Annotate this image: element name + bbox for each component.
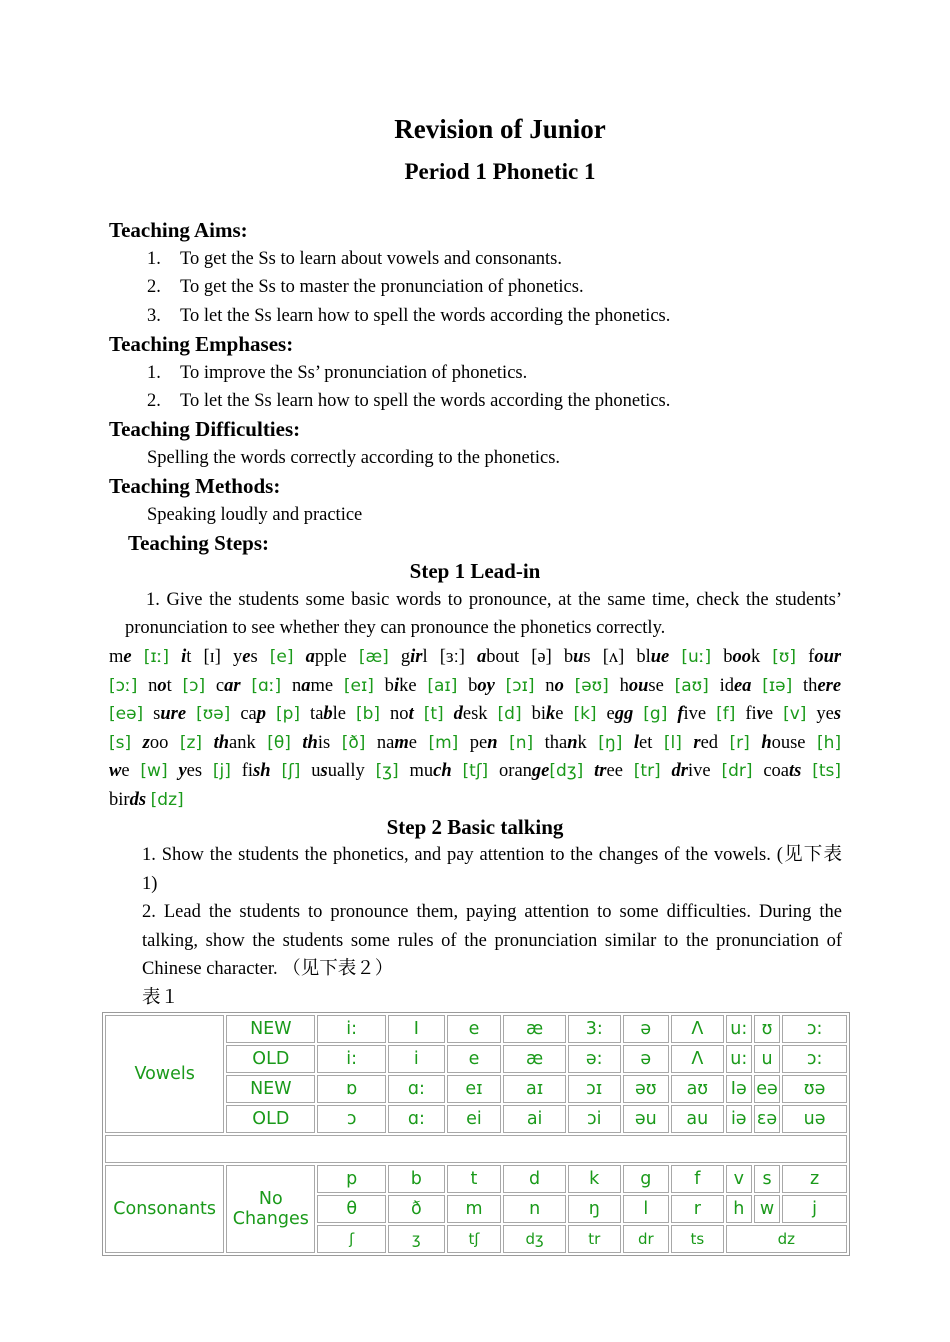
phonetic-cell: ɔ <box>317 1105 386 1133</box>
step1-para-line2: pronunciation to see whether they can pronounce the phonetics correctly. <box>125 618 666 638</box>
row-label: NEW <box>226 1075 315 1103</box>
phonetic-cell: eə <box>754 1075 780 1103</box>
phonetic-cell: j <box>782 1195 847 1223</box>
list-item: 2. To let the Ss learn how to spell the words according the phonetics. <box>147 391 671 411</box>
row-label: OLD <box>226 1045 315 1073</box>
phonetic-cell: b <box>388 1165 445 1193</box>
phonetic-cell: ʃ <box>317 1225 386 1253</box>
row-label: NEW <box>226 1015 315 1043</box>
teaching-emphases-section <box>109 330 849 416</box>
phonetic-cell: s <box>754 1165 780 1193</box>
step2-heading: Step 2 Basic talking <box>386 815 564 839</box>
step2-p2-line1: 2. Lead the students to pronounce them, paying attention to some difficulties. During the <box>142 902 842 922</box>
step1-heading: Step 1 Lead-in <box>409 559 541 583</box>
phonetic-cell: eɪ <box>447 1075 502 1103</box>
vowels-label: Vowels <box>105 1015 224 1133</box>
phonetic-cell: æ <box>503 1015 566 1043</box>
difficulties-text: Spelling the words correctly according to the phonetics. <box>147 447 561 468</box>
phonetic-cell: l <box>623 1195 670 1223</box>
phonetic-words-block <box>109 643 841 814</box>
step2-p1-line2: 1) <box>142 873 158 894</box>
phonetic-words-line: me [ɪː] it [ɪ] yes [e] apple [æ] girl [ɜː] about [ə] bus [ʌ] blue [uː] book [ʊ] four <box>109 647 842 667</box>
teaching-aims-section <box>109 216 849 330</box>
phonetic-words-line: [ɔː] not [ɔ] car [ɑː] name [eɪ] bike [aɪ] boy [ɔɪ] no [əʊ] house [aʊ] idea [ɪə] there <box>109 675 842 696</box>
phonetic-cell: ai <box>503 1105 566 1133</box>
aims-heading: Teaching Aims: <box>109 218 248 242</box>
phonetic-cell: ɔi <box>568 1105 621 1133</box>
phonetic-cell: z <box>782 1165 847 1193</box>
phonetic-cell: g <box>623 1165 670 1193</box>
phonetic-cell: æ <box>503 1045 566 1073</box>
difficulties-heading: Teaching Difficulties: <box>109 417 301 441</box>
phonetic-cell: ɔ: <box>782 1015 847 1043</box>
phonetic-cell: v <box>726 1165 752 1193</box>
phonetic-cell: ɑ: <box>388 1105 445 1133</box>
phonetic-words-line: birds [dz] <box>109 789 184 810</box>
phonetic-cell: r <box>671 1195 724 1223</box>
phonetic-cell: ɔ: <box>782 1045 847 1073</box>
step2-paragraphs <box>142 841 842 1012</box>
empty-cell <box>105 1135 847 1163</box>
phonetic-cell: iə <box>726 1105 752 1133</box>
no-changes-label: No Changes <box>226 1165 315 1253</box>
phonetic-cell: θ <box>317 1195 386 1223</box>
phonetic-cell: aʊ <box>671 1075 724 1103</box>
phonetic-cell: dʒ <box>503 1225 566 1253</box>
page-title: Revision of Junior <box>394 114 606 144</box>
phonetic-cell: εə <box>754 1105 780 1133</box>
phonetic-words-line: we [w] yes [j] fish [ʃ] usually [ʒ] much [tʃ] orange[dʒ] tree [tr] drive [dr] coats [ts] <box>109 761 842 781</box>
phonetic-cell: Iə <box>726 1075 752 1103</box>
phonetic-cell: ʊə <box>782 1075 847 1103</box>
phonetic-cell: i: <box>317 1015 386 1043</box>
phonetic-cell: ei <box>447 1105 502 1133</box>
page-subtitle: Period 1 Phonetic 1 <box>404 159 596 184</box>
phonetic-cell: uə <box>782 1105 847 1133</box>
emphases-list <box>147 359 849 416</box>
methods-text: Speaking loudly and practice <box>147 504 363 525</box>
steps-heading: Teaching Steps: <box>128 531 270 555</box>
phonetic-cell: u: <box>726 1015 752 1043</box>
methods-heading: Teaching Methods: <box>109 474 281 498</box>
phonetic-cell: ts <box>671 1225 724 1253</box>
phonetic-cell: p <box>317 1165 386 1193</box>
phonetic-cell: m <box>447 1195 502 1223</box>
phonetic-cell: ʊ <box>754 1015 780 1043</box>
teaching-difficulties-section <box>109 415 849 472</box>
phonetic-cell: ʒ <box>388 1225 445 1253</box>
table-row <box>105 1015 847 1043</box>
phonetic-cell: tr <box>568 1225 621 1253</box>
phonetic-cell: ɔɪ <box>568 1075 621 1103</box>
phonetic-cell: f <box>671 1165 724 1193</box>
phonetic-cell: əʊ <box>623 1075 670 1103</box>
phonetic-cell: Λ <box>671 1045 724 1073</box>
phonetic-cell: aɪ <box>503 1075 566 1103</box>
list-item: 1. To get the Ss to learn about vowels and consonants. <box>147 248 562 269</box>
phonetic-cell: u <box>754 1045 780 1073</box>
phonetic-cell: ð <box>388 1195 445 1223</box>
phonetic-cell: dz <box>726 1225 847 1253</box>
phonetic-cell: 3: <box>568 1015 621 1043</box>
phonetic-cell: i: <box>317 1045 386 1073</box>
phonetic-cell: ɒ <box>317 1075 386 1103</box>
phonetic-cell: ŋ <box>568 1195 621 1223</box>
step1-para-line1: 1. Give the students some basic words to pronounce, at the same time, check the students’ <box>146 590 842 610</box>
emphases-heading: Teaching Emphases: <box>109 332 294 356</box>
table-row <box>105 1165 847 1193</box>
phonetic-cell: tʃ <box>447 1225 502 1253</box>
row-label: OLD <box>226 1105 315 1133</box>
list-item: 1. To improve the Ss’ pronunciation of phonetics. <box>147 362 528 383</box>
phonetic-cell: au <box>671 1105 724 1133</box>
phonetic-cell: h <box>726 1195 752 1223</box>
table-label: 表１ <box>142 987 180 1008</box>
phonetic-cell: t <box>447 1165 502 1193</box>
consonants-label: Consonants <box>105 1165 224 1253</box>
step2-p1-line1: 1. Show the students the phonetics, and pay attention to the changes of the vowels. (见下表 <box>142 845 842 865</box>
list-item: 2. To get the Ss to master the pronunciation of phonetics. <box>147 277 584 297</box>
phonetic-cell: e <box>447 1015 502 1043</box>
phonetic-words-line: [s] zoo [z] thank [θ] this [ð] name [m] pen [n] thank [ŋ] let [l] red [r] house [h] <box>109 732 842 753</box>
phonetic-cell: ə: <box>568 1045 621 1073</box>
phonetic-cell: e <box>447 1045 502 1073</box>
phonetic-cell: w <box>754 1195 780 1223</box>
step2-p2-line3: Chinese character. （见下表２） <box>142 959 394 979</box>
phonetic-cell: i <box>388 1045 445 1073</box>
phonetic-cell: u: <box>726 1045 752 1073</box>
phonetic-cell: k <box>568 1165 621 1193</box>
phonetic-cell: ə <box>623 1015 670 1043</box>
phonetic-cell: ə <box>623 1045 670 1073</box>
step2-p2-line2: talking, show the students some rules of the pronunciation similar to the pronunciation of <box>142 930 842 951</box>
phonetic-cell: n <box>503 1195 566 1223</box>
teaching-methods-section <box>109 472 849 529</box>
phonetic-cell: ɑ: <box>388 1075 445 1103</box>
phonetic-cell: Λ <box>671 1015 724 1043</box>
aims-list <box>147 245 849 331</box>
phonetic-cell: d <box>503 1165 566 1193</box>
phonetic-words-line: [eə] sure [ʊə] cap [p] table [b] not [t] desk [d] bike [k] egg [g] five [f] five [v] yes <box>109 704 842 724</box>
phonetic-cell: əu <box>623 1105 670 1133</box>
phonetic-cell: dr <box>623 1225 670 1253</box>
list-item: 3. To let the Ss learn how to spell the words according the phonetics. <box>147 305 671 326</box>
phonetics-table <box>102 1012 850 1256</box>
phonetic-cell: I <box>388 1015 445 1043</box>
table-gap-row <box>105 1135 847 1163</box>
